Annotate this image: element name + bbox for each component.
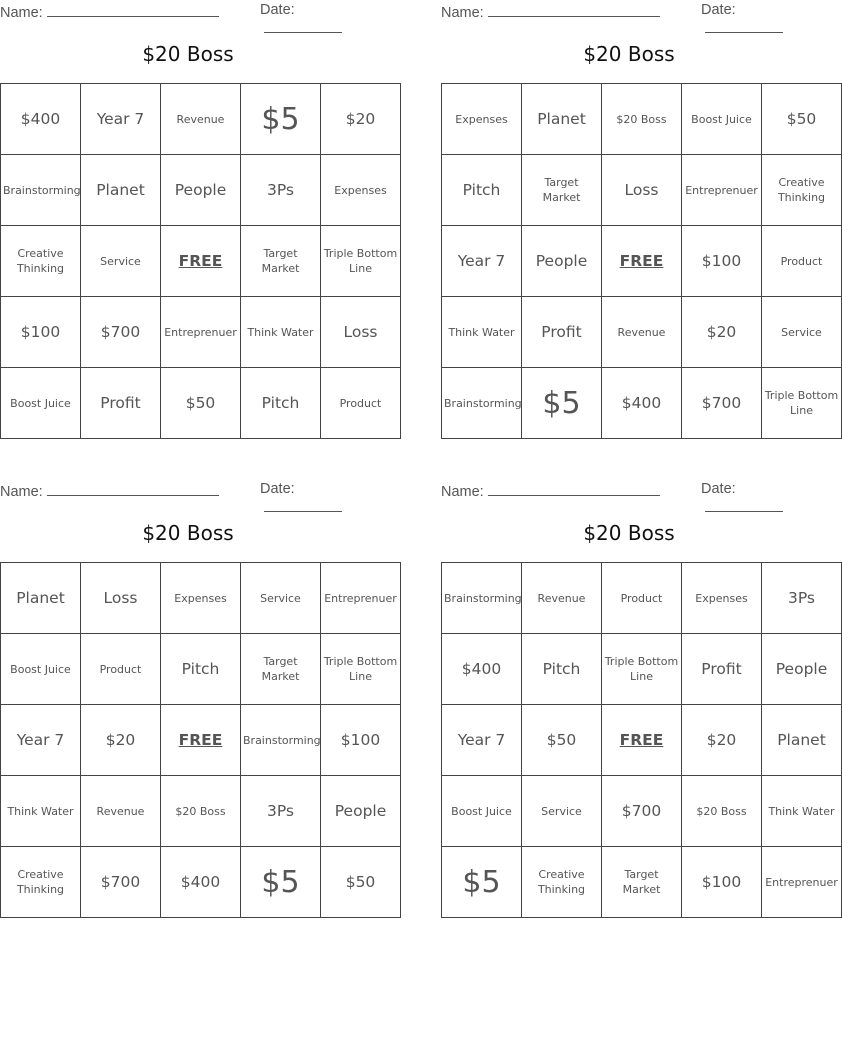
bingo-cell[interactable]: $20 Boss [602,84,682,155]
bingo-cell[interactable]: $20 [81,705,161,776]
date-label: Date: [701,481,736,497]
bingo-cell[interactable]: Pitch [522,634,602,705]
bingo-cell[interactable]: Year 7 [442,705,522,776]
bingo-grid [0,562,401,918]
bingo-card-3 [0,479,398,900]
bingo-cell[interactable]: Creative Thinking [1,847,81,918]
bingo-cell[interactable]: $50 [522,705,602,776]
card-title: $20 Boss [583,42,675,66]
grid-row [1,776,401,847]
bingo-cell[interactable]: $50 [161,368,241,439]
card-title: $20 Boss [583,521,675,545]
grid-row [442,705,842,776]
bingo-cell[interactable]: $20 Boss [682,776,762,847]
bingo-cell[interactable]: Product [762,226,842,297]
bingo-cell[interactable]: $20 Boss [161,776,241,847]
bingo-cell[interactable]: Year 7 [442,226,522,297]
bingo-cell[interactable]: Entreprenuer [762,847,842,918]
grid-row [1,634,401,705]
bingo-cell[interactable]: Revenue [81,776,161,847]
date-field [701,2,817,37]
bingo-cell[interactable]: $400 [161,847,241,918]
bingo-cell[interactable]: People [522,226,602,297]
bingo-cell[interactable]: Triple Bottom Line [321,226,401,297]
bingo-cell[interactable]: Creative Thinking [522,847,602,918]
name-field [441,481,660,500]
bingo-cell[interactable]: Profit [682,634,762,705]
bingo-cell[interactable]: Brainstorming [442,563,522,634]
bingo-cell[interactable]: Product [602,563,682,634]
bingo-cell[interactable]: Target Market [241,226,321,297]
bingo-cell[interactable]: People [321,776,401,847]
card-header [441,479,817,501]
date-label: Date: [260,2,295,18]
bingo-cell[interactable]: Think Water [762,776,842,847]
grid-row [1,155,401,226]
bingo-cell[interactable]: Brainstorming [442,368,522,439]
name-blank-line[interactable] [47,2,219,17]
bingo-cell[interactable]: $50 [321,847,401,918]
bingo-cell[interactable]: Triple Bottom Line [602,634,682,705]
bingo-grid [441,562,842,918]
name-blank-line[interactable] [488,2,660,17]
bingo-cell[interactable]: $100 [682,226,762,297]
grid-row [1,226,401,297]
date-label: Date: [260,481,295,497]
bingo-cell[interactable]: $5 [522,368,602,439]
bingo-cell[interactable]: Product [81,634,161,705]
date-field [260,481,376,516]
name-label: Name: [441,5,484,21]
bingo-cell[interactable]: Profit [522,297,602,368]
bingo-cell[interactable]: $400 [1,84,81,155]
grid-row [442,634,842,705]
free-space-cell[interactable]: FREE [602,705,682,776]
date-field [701,481,817,516]
bingo-cell[interactable]: 3Ps [241,155,321,226]
bingo-cell[interactable]: $100 [321,705,401,776]
bingo-cell[interactable]: Revenue [161,84,241,155]
bingo-cell[interactable]: $100 [682,847,762,918]
date-label: Date: [701,2,736,18]
bingo-cell[interactable]: Pitch [241,368,321,439]
grid-row [1,297,401,368]
bingo-cell[interactable]: Year 7 [1,705,81,776]
bingo-cell[interactable]: Planet [762,705,842,776]
bingo-cell[interactable]: Boost Juice [682,84,762,155]
bingo-card-1 [0,0,398,412]
bingo-cell[interactable]: $400 [442,634,522,705]
card-header [0,479,376,501]
date-blank-line[interactable] [705,497,783,512]
bingo-cell[interactable]: Creative Thinking [1,226,81,297]
bingo-cell[interactable]: $20 [682,705,762,776]
bingo-cell[interactable]: Pitch [161,634,241,705]
bingo-cell[interactable]: Boost Juice [442,776,522,847]
bingo-cell[interactable]: Year 7 [81,84,161,155]
bingo-cell[interactable]: Expenses [161,563,241,634]
bingo-cell[interactable]: Entreprenuer [161,297,241,368]
bingo-cell[interactable]: Target Market [602,847,682,918]
name-label: Name: [0,484,43,500]
bingo-cell[interactable]: Product [321,368,401,439]
grid-row [1,563,401,634]
name-label: Name: [0,5,43,21]
bingo-cell[interactable]: $700 [81,297,161,368]
bingo-grid [441,83,842,439]
bingo-cell[interactable]: Revenue [602,297,682,368]
date-blank-line[interactable] [264,497,342,512]
grid-row [1,84,401,155]
bingo-cell[interactable]: $400 [602,368,682,439]
bingo-cell[interactable]: Creative Thinking [762,155,842,226]
bingo-cell[interactable]: People [161,155,241,226]
name-blank-line[interactable] [488,481,660,496]
grid-row [442,155,842,226]
bingo-cell[interactable]: Triple Bottom Line [321,634,401,705]
name-field [0,481,219,500]
name-field [0,2,219,21]
grid-row [442,226,842,297]
bingo-cell[interactable]: Expenses [682,563,762,634]
bingo-cell[interactable]: 3Ps [241,776,321,847]
bingo-cell[interactable]: Think Water [241,297,321,368]
bingo-grid [0,83,401,439]
free-space-cell[interactable]: FREE [602,226,682,297]
bingo-cell[interactable]: 3Ps [762,563,842,634]
bingo-cell[interactable]: Service [522,776,602,847]
bingo-cell[interactable]: People [762,634,842,705]
bingo-cell[interactable]: Expenses [442,84,522,155]
bingo-cell[interactable]: Service [241,563,321,634]
card-header [441,0,817,22]
bingo-cell[interactable]: Entreprenuer [682,155,762,226]
bingo-cell[interactable]: Triple Bottom Line [762,368,842,439]
bingo-cell[interactable]: Target Market [241,634,321,705]
free-space-cell[interactable]: FREE [161,705,241,776]
bingo-card-4 [441,479,838,900]
grid-row [442,563,842,634]
card-header [0,0,376,22]
grid-row [1,705,401,776]
grid-row [1,847,401,918]
bingo-cell[interactable]: Profit [81,368,161,439]
grid-row [442,297,842,368]
bingo-cell[interactable]: Service [81,226,161,297]
bingo-cell[interactable]: Brainstorming [1,155,81,226]
bingo-cell[interactable]: $700 [682,368,762,439]
bingo-cell[interactable]: Boost Juice [1,368,81,439]
grid-row [442,847,842,918]
bingo-cell[interactable]: $5 [241,84,321,155]
bingo-cell[interactable]: Target Market [522,155,602,226]
bingo-cell[interactable]: Expenses [321,155,401,226]
grid-row [1,368,401,439]
bingo-cell[interactable]: Planet [1,563,81,634]
card-title: $20 Boss [142,521,234,545]
bingo-cell[interactable]: $100 [1,297,81,368]
bingo-cell[interactable]: Think Water [1,776,81,847]
name-label: Name: [441,484,484,500]
bingo-cell[interactable]: Service [762,297,842,368]
bingo-cell[interactable]: Think Water [442,297,522,368]
bingo-cell[interactable]: Boost Juice [1,634,81,705]
bingo-cell[interactable]: $5 [241,847,321,918]
bingo-cell[interactable]: Revenue [522,563,602,634]
bingo-cell[interactable]: $20 [682,297,762,368]
bingo-cell[interactable]: $50 [762,84,842,155]
bingo-cell[interactable]: $20 [321,84,401,155]
grid-row [442,84,842,155]
bingo-cell[interactable]: Loss [81,563,161,634]
card-title: $20 Boss [142,42,234,66]
date-blank-line[interactable] [264,18,342,33]
grid-row [442,776,842,847]
bingo-cell[interactable]: Loss [321,297,401,368]
bingo-cell[interactable]: $5 [442,847,522,918]
bingo-card-2 [441,0,839,421]
bingo-cell[interactable]: Brainstorming [241,705,321,776]
bingo-cell[interactable]: Entreprenuer [321,563,401,634]
date-field [260,2,376,37]
bingo-cell[interactable]: Pitch [442,155,522,226]
bingo-cell[interactable]: $700 [81,847,161,918]
bingo-cell[interactable]: $700 [602,776,682,847]
grid-row [442,368,842,439]
bingo-cell[interactable]: Planet [81,155,161,226]
free-space-cell[interactable]: FREE [161,226,241,297]
date-blank-line[interactable] [705,18,783,33]
name-blank-line[interactable] [47,481,219,496]
name-field [441,2,660,21]
bingo-cell[interactable]: Loss [602,155,682,226]
bingo-cell[interactable]: Planet [522,84,602,155]
